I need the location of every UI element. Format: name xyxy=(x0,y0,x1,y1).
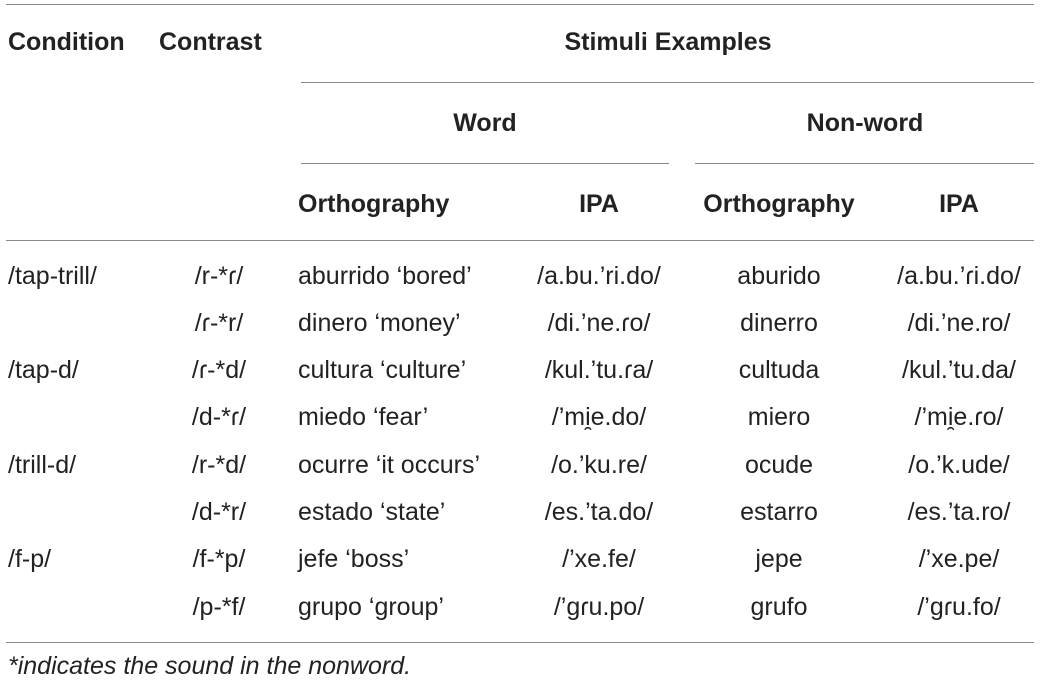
word-ipa-cell: /es.’ta.do/ xyxy=(544,498,654,526)
nonword-ipa-cell: /o.’k.ude/ xyxy=(908,451,1010,479)
header-ipa-word: IPA xyxy=(579,190,619,218)
contrast-cell: /d-*r/ xyxy=(191,498,247,526)
nonword-orthography-cell: ocude xyxy=(744,451,814,479)
header-rule xyxy=(6,240,1034,241)
contrast-cell: /d-*ɾ/ xyxy=(191,403,247,431)
contrast-cell: /ɾ-*r/ xyxy=(194,309,244,337)
contrast-cell: /ɾ-*d/ xyxy=(191,356,247,384)
word-orthography-cell: cultura ‘culture’ xyxy=(298,356,467,384)
word-ipa-cell: /’mi̯e.do/ xyxy=(551,403,647,431)
word-orthography-cell: jefe ‘boss’ xyxy=(298,545,410,573)
table-footnote: *indicates the sound in the nonword. xyxy=(8,652,412,680)
word-ipa-cell: /’xe.fe/ xyxy=(562,545,636,573)
nonword-ipa-cell: /’xe.pe/ xyxy=(918,545,1000,573)
header-nonword: Non-word xyxy=(806,109,924,137)
stimuli-rule xyxy=(301,82,1034,83)
contrast-cell: /r-*ɾ/ xyxy=(194,262,244,290)
word-ipa-cell: /o.’ku.re/ xyxy=(551,451,647,479)
nonword-orthography-cell: dinerro xyxy=(740,309,818,337)
word-orthography-cell: grupo ‘group’ xyxy=(298,593,444,621)
nonword-ipa-cell: /di.’ne.ro/ xyxy=(907,309,1011,337)
header-contrast: Contrast xyxy=(159,28,262,56)
word-orthography-cell: estado ‘state’ xyxy=(298,498,446,526)
word-ipa-cell: /di.’ne.ɾo/ xyxy=(547,309,651,337)
word-orthography-cell: miedo ‘fear’ xyxy=(298,403,429,431)
header-stimuli-examples: Stimuli Examples xyxy=(564,28,772,56)
condition-cell: /tap-d/ xyxy=(8,356,79,384)
bottom-rule xyxy=(6,642,1034,643)
header-condition: Condition xyxy=(8,28,125,56)
nonword-orthography-cell: miero xyxy=(747,403,811,431)
contrast-cell: /f-*p/ xyxy=(192,545,246,573)
nonword-rule xyxy=(695,163,1034,164)
top-rule xyxy=(6,4,1034,5)
nonword-ipa-cell: /a.bu.’ɾi.do/ xyxy=(897,262,1021,290)
word-ipa-cell: /a.bu.’ri.do/ xyxy=(537,262,661,290)
header-orthography-word: Orthography xyxy=(298,190,450,218)
nonword-ipa-cell: /es.’ta.ro/ xyxy=(907,498,1011,526)
contrast-cell: /p-*f/ xyxy=(192,593,246,621)
condition-cell: /trill-d/ xyxy=(8,451,77,479)
nonword-orthography-cell: aburido xyxy=(737,262,821,290)
contrast-cell: /r-*d/ xyxy=(191,451,247,479)
word-orthography-cell: aburrido ‘bored’ xyxy=(298,262,472,290)
word-rule xyxy=(301,163,669,164)
word-orthography-cell: ocurre ‘it occurs’ xyxy=(298,451,480,479)
condition-cell: /f-p/ xyxy=(8,545,52,573)
header-word: Word xyxy=(453,109,517,137)
nonword-ipa-cell: /’mi̯e.ɾo/ xyxy=(914,403,1004,431)
nonword-orthography-cell: estarro xyxy=(740,498,818,526)
nonword-ipa-cell: /’gɾu.fo/ xyxy=(917,593,1001,621)
word-ipa-cell: /kul.’tu.ɾa/ xyxy=(544,356,654,384)
header-ipa-nonword: IPA xyxy=(939,190,979,218)
header-orthography-nonword: Orthography xyxy=(703,190,855,218)
condition-cell: /tap-trill/ xyxy=(8,262,97,290)
word-ipa-cell: /’gɾu.po/ xyxy=(553,593,645,621)
nonword-orthography-cell: jepe xyxy=(755,545,803,573)
nonword-orthography-cell: grufo xyxy=(750,593,808,621)
nonword-ipa-cell: /kul.’tu.da/ xyxy=(902,356,1016,384)
word-orthography-cell: dinero ‘money’ xyxy=(298,309,461,337)
nonword-orthography-cell: cultuda xyxy=(738,356,820,384)
